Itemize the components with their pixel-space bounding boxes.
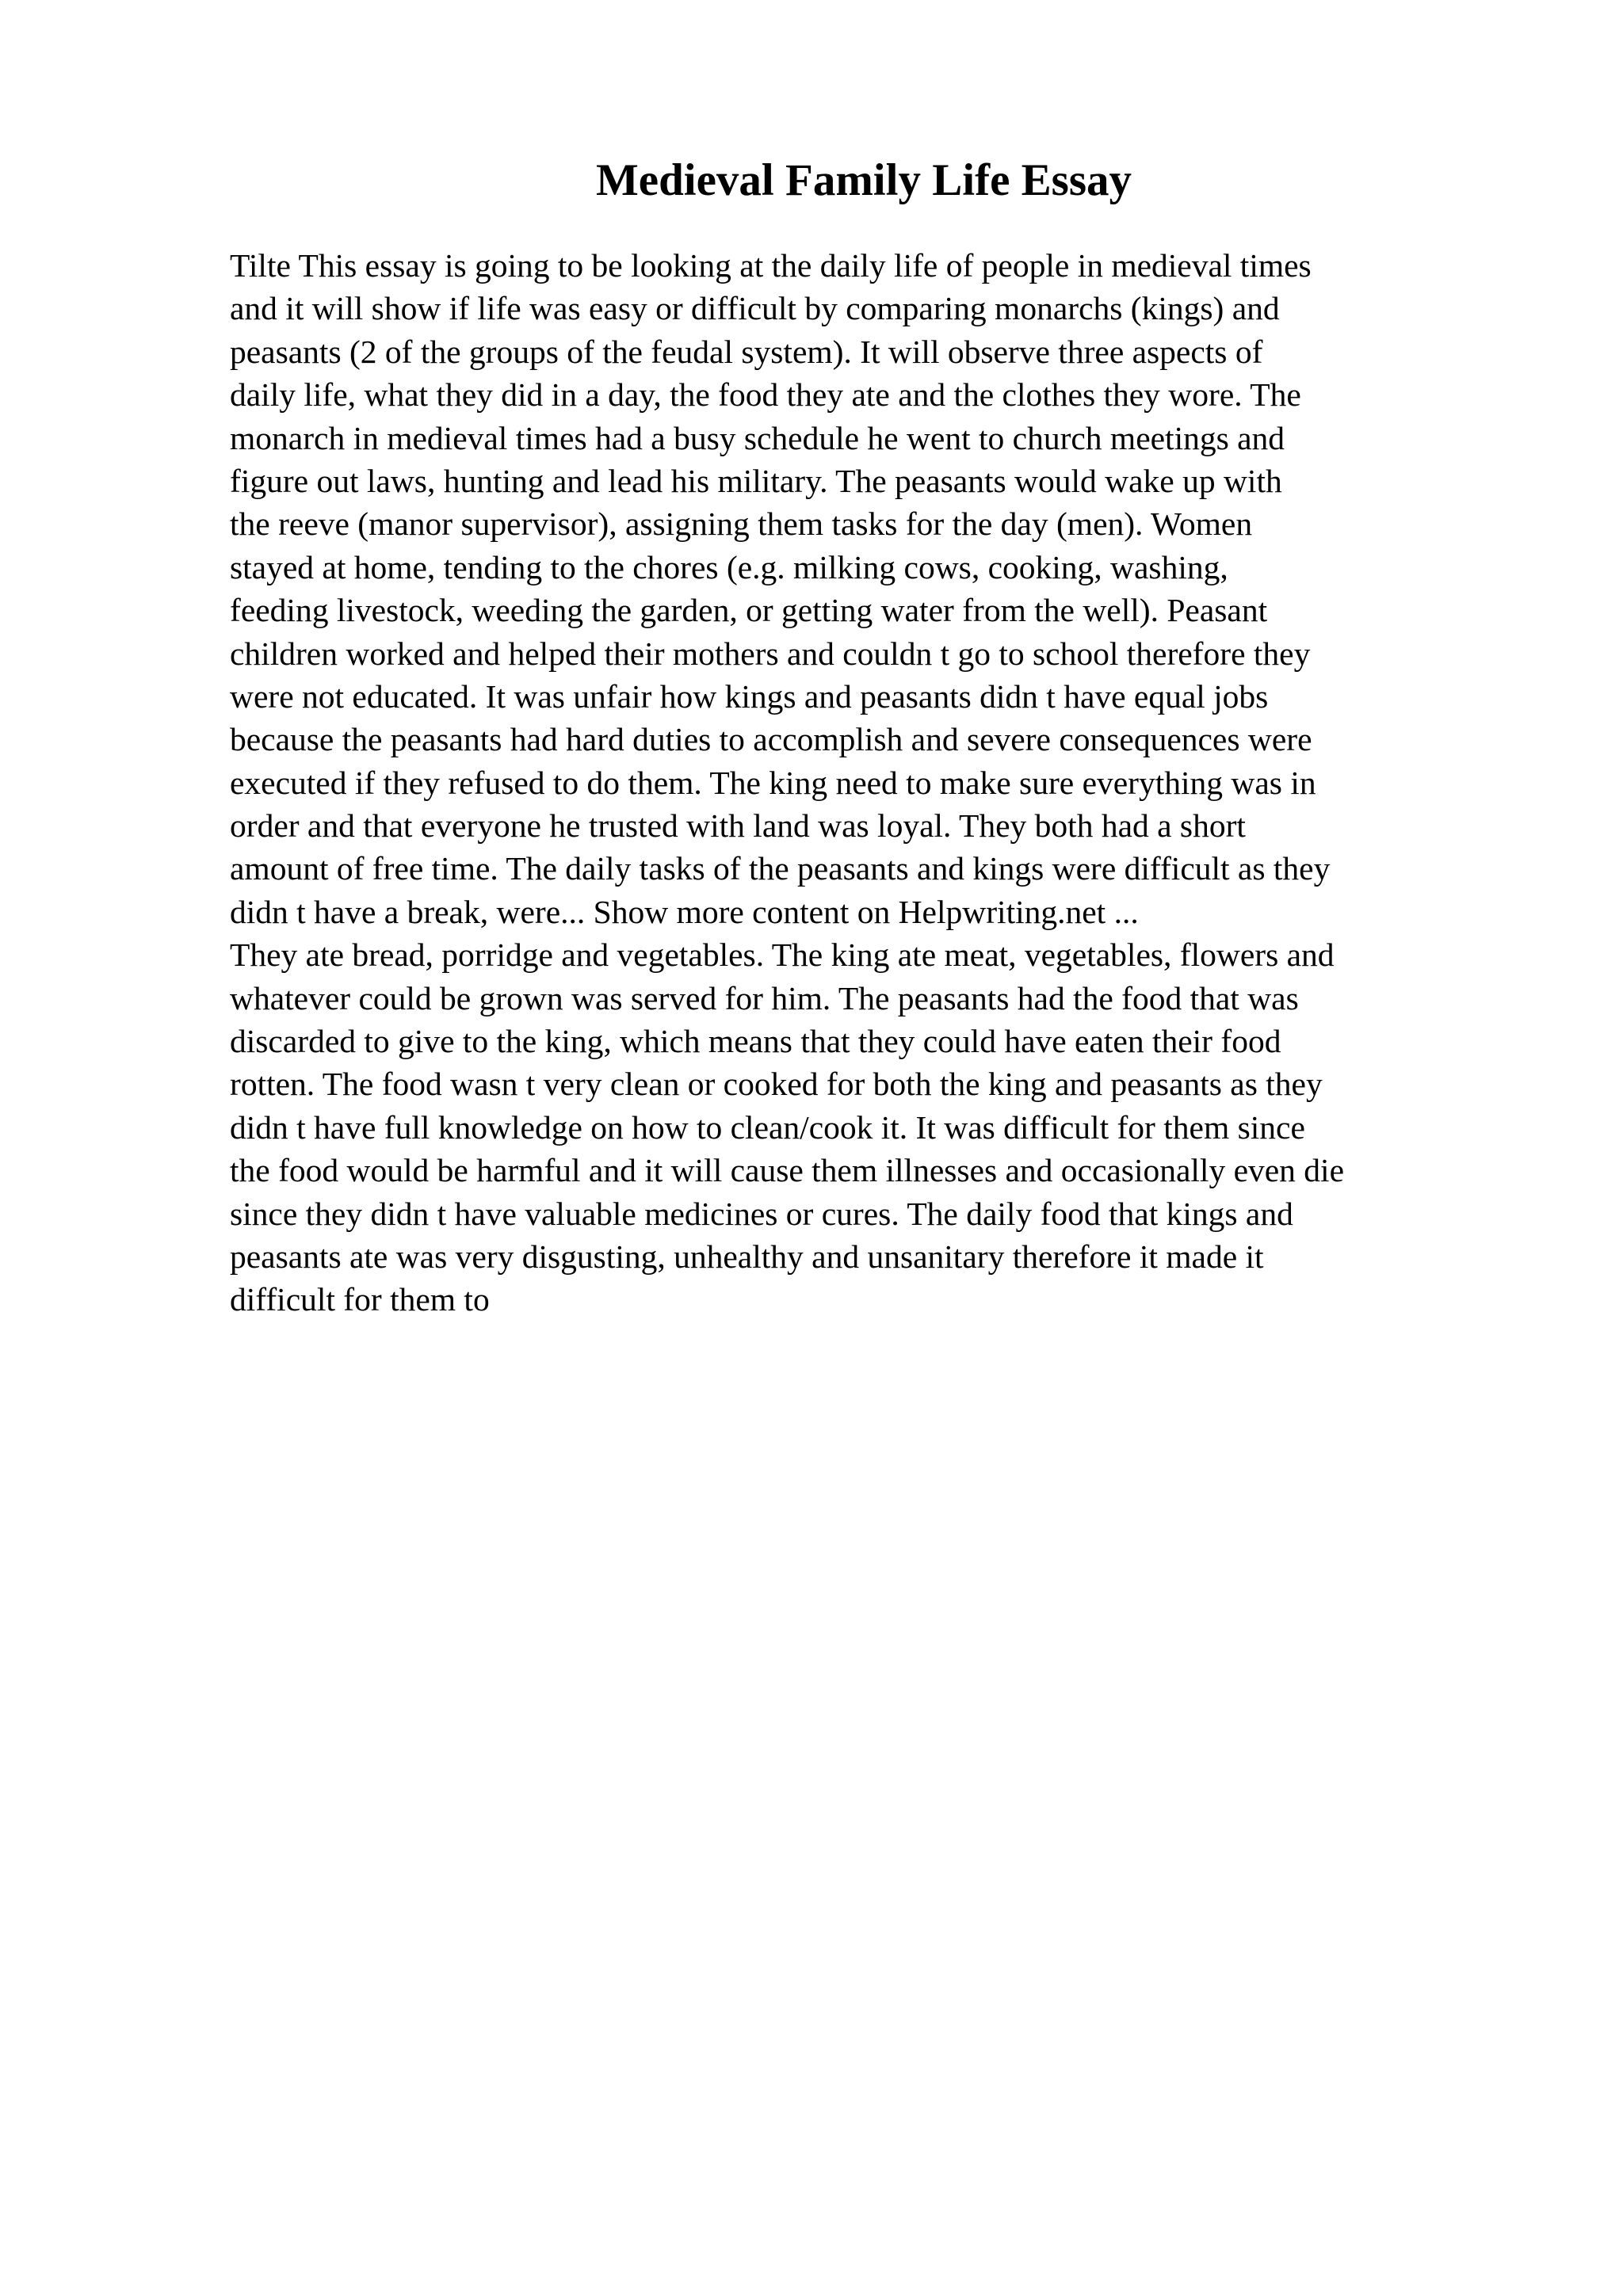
essay-line: peasants (2 of the groups of the feudal system). It will observe three aspects of bbox=[230, 333, 1263, 370]
essay-line: peasants ate was very disgusting, unhealthy and unsanitary therefore it made it bbox=[230, 1238, 1264, 1275]
essay-line: monarch in medieval times had a busy schedule he went to church meetings and bbox=[230, 419, 1285, 456]
essay-line: stayed at home, tending to the chores (e.g. milking cows, cooking, washing, bbox=[230, 548, 1228, 585]
essay-line: Tilte This essay is going to be looking at the daily life of people in medieval times bbox=[230, 247, 1312, 284]
essay-line: order and that everyone he trusted with land was loyal. They both had a short bbox=[230, 807, 1246, 845]
essay-line: the reeve (manor supervisor), assigning them tasks for the day (men). Women bbox=[230, 505, 1253, 543]
essay-line: didn t have full knowledge on how to clean/cook it. It was difficult for them since bbox=[230, 1108, 1305, 1146]
essay-line: amount of free time. The daily tasks of the peasants and kings were difficult as they bbox=[230, 850, 1331, 887]
essay-line: the food would be harmful and it will cause them illnesses and occasionally even die bbox=[230, 1152, 1344, 1189]
essay-line: They ate bread, porridge and vegetables. The king ate meat, vegetables, flowers and bbox=[230, 936, 1335, 974]
essay-line: difficult for them to bbox=[230, 1281, 490, 1318]
essay-line: feeding livestock, weeding the garden, or getting water from the well). Peasant bbox=[230, 592, 1268, 629]
essay-line: executed if they refused to do them. The king need to make sure everything was in bbox=[230, 764, 1316, 801]
essay-line: daily life, what they did in a day, the food they ate and the clothes they wore. The bbox=[230, 376, 1301, 414]
essay-body bbox=[230, 244, 1498, 1322]
essay-line: children worked and helped their mothers and couldn t go to school therefore they bbox=[230, 635, 1311, 672]
essay-line: since they didn t have valuable medicines or cures. The daily food that kings and bbox=[230, 1195, 1293, 1232]
essay-line: because the peasants had hard duties to accomplish and severe consequences were bbox=[230, 721, 1312, 758]
document-title: Medieval Family Life Essay bbox=[595, 155, 1132, 205]
essay-line: were not educated. It was unfair how kings and peasants didn t have equal jobs bbox=[230, 677, 1269, 715]
essay-line: rotten. The food wasn t very clean or cooked for both the king and peasants as they bbox=[230, 1066, 1323, 1103]
essay-line: and it will show if life was easy or difficult by comparing monarchs (kings) and bbox=[230, 290, 1280, 327]
essay-line: discarded to give to the king, which means that they could have eaten their food bbox=[230, 1023, 1281, 1060]
essay-line: didn t have a break, were... Show more content on Helpwriting.net ... bbox=[230, 893, 1139, 930]
essay-line: figure out laws, hunting and lead his military. The peasants would wake up with bbox=[230, 462, 1282, 499]
essay-line: whatever could be grown was served for him. The peasants had the food that was bbox=[230, 979, 1299, 1016]
